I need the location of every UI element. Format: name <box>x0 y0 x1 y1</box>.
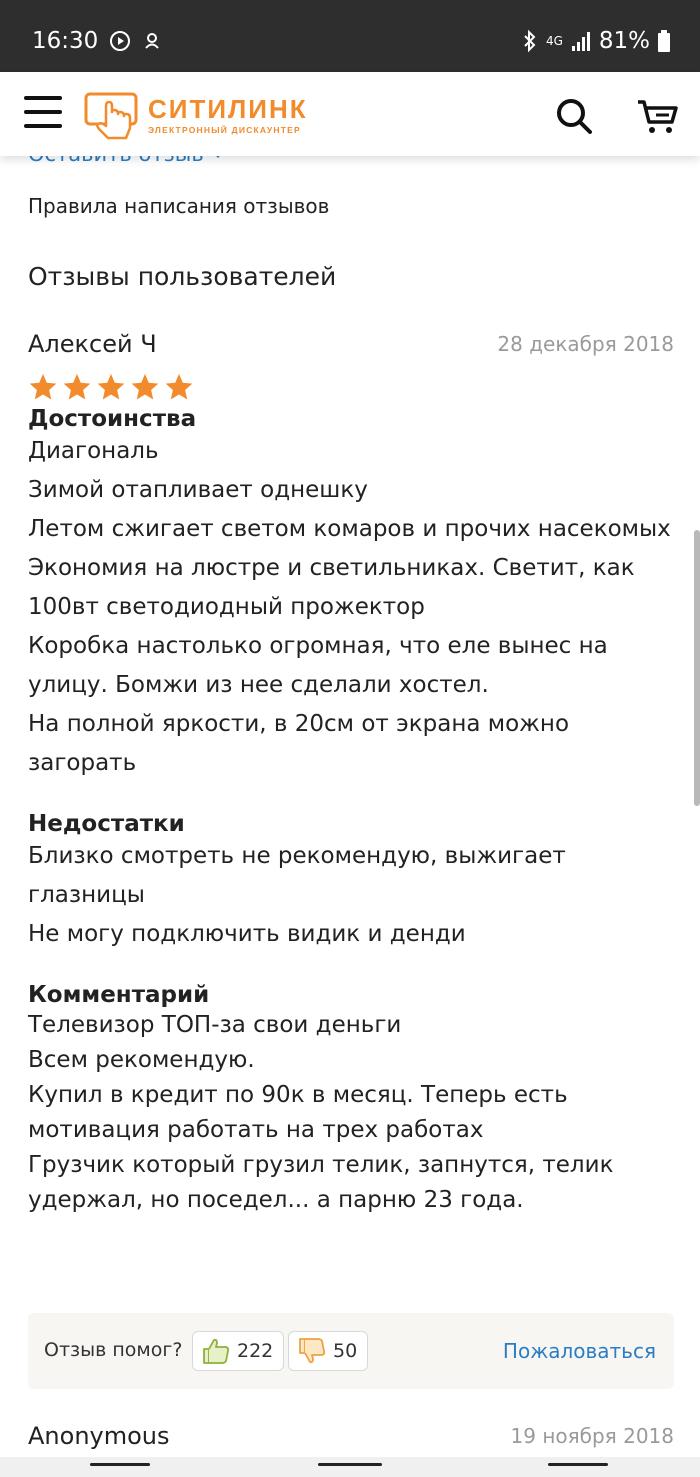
next-review-author: Anonymous <box>28 1422 170 1450</box>
status-right <box>522 28 670 54</box>
rating-stars <box>28 372 674 402</box>
battery-level: 81% <box>598 28 650 54</box>
star-icon <box>164 372 194 402</box>
comment-heading: Комментарий <box>28 982 210 1008</box>
status-left-icons <box>110 31 162 51</box>
play-icon <box>110 31 130 51</box>
dislike-button[interactable] <box>288 1331 368 1371</box>
page-content <box>0 156 700 1477</box>
logo-hand-icon <box>84 92 144 140</box>
notification-icon <box>142 31 162 51</box>
next-review-date: 19 ноября 2018 <box>510 1424 674 1448</box>
bluetooth-icon <box>522 29 538 53</box>
nav-home-button[interactable] <box>318 1463 382 1466</box>
like-button[interactable] <box>192 1331 284 1371</box>
scrollbar[interactable] <box>694 530 700 806</box>
status-time: 16:30 <box>32 28 99 54</box>
nav-back-button[interactable] <box>548 1463 608 1466</box>
signal-icon <box>571 30 591 52</box>
dislike-count: 50 <box>333 1340 358 1362</box>
cons-heading: Недостатки <box>28 811 185 837</box>
star-icon <box>130 372 160 402</box>
star-icon <box>96 372 126 402</box>
cart-icon[interactable] <box>636 96 678 136</box>
network-type: 4G <box>545 34 563 48</box>
review-card <box>28 330 674 1218</box>
like-count: 222 <box>237 1340 274 1362</box>
nav-recents-button[interactable] <box>90 1463 150 1466</box>
cons-text: Близко смотреть не рекомендую, выжигает глазницы Не могу подключить видик и денди <box>28 843 566 947</box>
comment-text: Телевизор ТОП-за свои деньги Всем рекомендую. Купил в кредит по 90к в месяц. Теперь есть мотивация работать на трех работах Грузчик который грузил телик, запнутся, телик удержал, но поседел... а парню 23 года. <box>28 1012 614 1213</box>
complain-link[interactable]: Пожаловаться <box>502 1339 656 1363</box>
helpful-question: Отзыв помог? <box>44 1339 183 1361</box>
battery-icon <box>658 30 670 52</box>
pros-text: Диагональ Зимой отапливает однешку Летом сжигает светом комаров и прочих насекомых Экономия на люстре и светильниках. Светит, как 100вт светодиодный прожектор Коробка настолько огромная, что еле вынес на улицу. Бомжи из нее сделали хостел. На полной яркости, в 20см от экрана можно загорать <box>28 438 671 776</box>
app-header <box>0 72 700 156</box>
logo[interactable] <box>84 92 314 140</box>
section-title: Отзывы пользователей <box>28 262 337 291</box>
thumbs-down-icon <box>297 1336 327 1366</box>
search-icon[interactable] <box>554 96 594 136</box>
star-icon <box>62 372 92 402</box>
helpful-bar <box>28 1313 674 1389</box>
thumbs-up-icon <box>201 1336 231 1366</box>
logo-name: СИТИЛИНК <box>148 94 308 124</box>
system-nav-bar <box>0 1457 700 1477</box>
review-date: 28 декабря 2018 <box>497 332 674 356</box>
logo-tagline: ЭЛЕКТРОННЫЙ ДИСКАУНТЕР <box>148 125 301 135</box>
pros-heading: Достоинства <box>28 406 197 432</box>
review-author: Алексей Ч <box>28 330 157 358</box>
review-rules-link[interactable]: Правила написания отзывов <box>28 194 330 218</box>
menu-icon[interactable] <box>24 96 62 130</box>
status-bar <box>0 0 700 72</box>
star-icon <box>28 372 58 402</box>
